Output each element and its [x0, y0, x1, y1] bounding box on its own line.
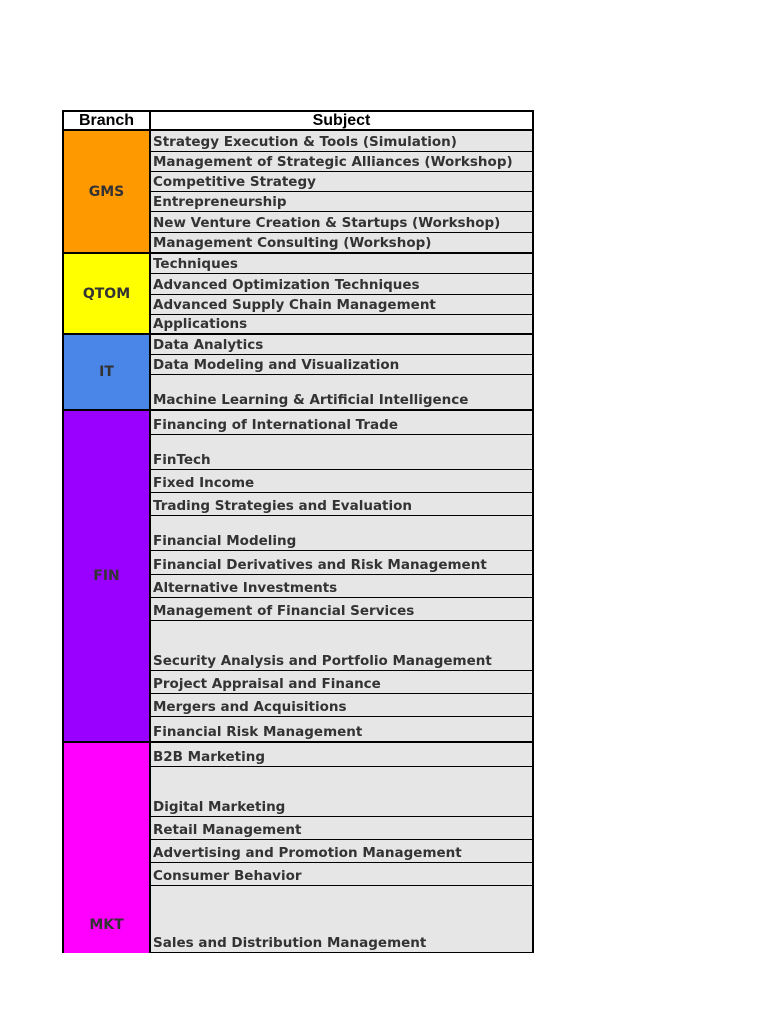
branch-cell-it: IT	[62, 335, 151, 411]
branch-cell-mkt: MKT	[62, 743, 151, 953]
branch-cell-qtom: QTOM	[62, 254, 151, 335]
subject-cell: Alternative Investments	[151, 575, 534, 598]
subject-cell: Retail Management	[151, 817, 534, 840]
subject-cell: Trading Strategies and Evaluation	[151, 493, 534, 516]
subject-cell: Mergers and Acquisitions	[151, 694, 534, 717]
subject-column-header: Subject	[149, 110, 534, 131]
subject-cell: Applications	[151, 315, 534, 335]
subject-cell: Techniques	[151, 254, 534, 274]
branch-column-header: Branch	[62, 110, 151, 131]
subject-cell: Consumer Behavior	[151, 863, 534, 886]
subject-cell: Project Appraisal and Finance	[151, 671, 534, 694]
subject-cell: Financial Risk Management	[151, 717, 534, 743]
subject-cell: Data Modeling and Visualization	[151, 355, 534, 375]
subject-cell: New Venture Creation & Startups (Workshop)	[151, 212, 534, 233]
subject-cell: Financial Derivatives and Risk Management	[151, 551, 534, 575]
subject-cell: Fixed Income	[151, 470, 534, 493]
subject-cell: Management of Financial Services	[151, 598, 534, 621]
subject-cell: Sales and Distribution Management	[151, 886, 534, 953]
subject-cell: Strategy Execution & Tools (Simulation)	[151, 131, 534, 152]
subject-cell: Machine Learning & Artificial Intelligence	[151, 375, 534, 411]
subject-cell: Financial Modeling	[151, 516, 534, 551]
subject-cell: B2B Marketing	[151, 743, 534, 767]
subject-cell: Entrepreneurship	[151, 192, 534, 212]
subject-cell: Competitive Strategy	[151, 172, 534, 192]
subject-cell: Management Consulting (Workshop)	[151, 233, 534, 254]
subject-cell: Security Analysis and Portfolio Management	[151, 621, 534, 671]
branch-cell-fin: FIN	[62, 411, 151, 743]
subject-cell: Data Analytics	[151, 335, 534, 355]
branch-cell-gms: GMS	[62, 131, 151, 254]
subject-cell: FinTech	[151, 435, 534, 470]
subject-cell: Management of Strategic Alliances (Workshop)	[151, 152, 534, 172]
subject-cell: Digital Marketing	[151, 767, 534, 817]
subject-cell: Advanced Supply Chain Management	[151, 295, 534, 315]
subject-cell: Advanced Optimization Techniques	[151, 274, 534, 295]
subject-cell: Advertising and Promotion Management	[151, 840, 534, 863]
subject-cell: Financing of International Trade	[151, 411, 534, 435]
